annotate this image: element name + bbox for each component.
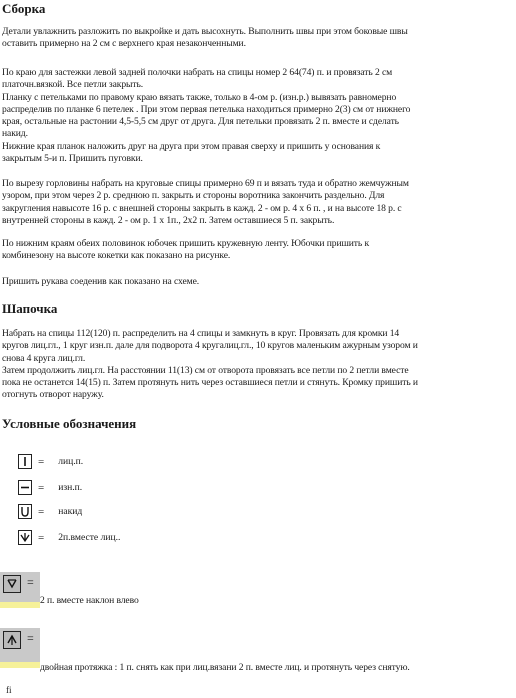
text-line: По вырезу горловины набрать на круговые спицы примерно 69 п и вязать туда и обратно жемчужным xyxy=(2,178,409,189)
text-line: Пришить рукава соеденив как показано на схеме. xyxy=(2,276,200,287)
text-line: платочн.вязкой. Все петли закрыть. xyxy=(2,79,144,91)
legend-label: накид xyxy=(58,506,83,517)
text-line: оставить примерно на 2 см с верхнего края незаконченными. xyxy=(2,38,246,50)
double-pull-icon xyxy=(3,631,21,649)
assembly-intro xyxy=(2,26,512,51)
text-line: накид. xyxy=(2,128,28,140)
legend-row-left-decrease xyxy=(0,572,40,606)
yarn-over-icon xyxy=(18,504,32,519)
text-line: распределив по планке 6 петелек . При этом первая петелька находиться примерно 2(3) см от нижнего xyxy=(2,103,411,115)
text-line: По краю для застежки левой задней полочки набрать на спицы номер 2 64(74) п. и провязать 2 см xyxy=(2,67,393,78)
text-line: комбинезону на высоте кокетки как показано на рисунке. xyxy=(2,250,231,262)
assembly-collar xyxy=(2,178,512,227)
highlight-bar xyxy=(0,602,40,608)
text-line: отогнуть отворот наружу. xyxy=(2,389,104,401)
footer-mark: fi xyxy=(6,685,12,695)
k2tog-icon xyxy=(18,530,32,545)
assembly-sleeves xyxy=(2,276,512,288)
legend-row-purl xyxy=(18,480,82,495)
horizontal-bar-icon xyxy=(18,480,32,495)
text-line: Затем продолжить лиц.гл. На расстоянии 11(13) см от отворота провязать все петли по 2 петли вместе xyxy=(2,364,409,376)
equals-sign: = xyxy=(38,531,45,544)
equals-sign: = xyxy=(38,455,45,468)
legend-row-yarnover xyxy=(18,504,82,519)
text-line: По нижним краям обеих половинок юбочек пришить кружевную ленту. Юбочки пришить к xyxy=(2,238,370,249)
text-line: Нижние края планок наложить друг на друга при этом правая сверху и пришить у основания к xyxy=(2,140,381,152)
left-decrease-symbol xyxy=(0,572,40,606)
assembly-heading: Сборка xyxy=(2,1,46,16)
legend-label: изн.п. xyxy=(58,482,83,493)
text-line: Набрать на спицы 112(120) п. распределить на 4 спицы и замкнуть в круг. Провязать для кромки 14 xyxy=(2,328,400,339)
double-pull-symbol xyxy=(0,628,40,666)
legend-heading: Условные обозначения xyxy=(2,416,137,431)
legend-label: 2п.вместе лиц.. xyxy=(58,532,121,543)
text-line: кругов лиц.гл., 1 круг изн.п. дале для подворота 4 кругалиц.гл., 10 кругов маленьким ажурным узором и xyxy=(2,340,418,352)
hat-heading: Шапочка xyxy=(2,301,58,316)
vertical-bar-icon xyxy=(18,454,32,469)
legend-row-knit xyxy=(18,454,83,469)
equals-sign: = xyxy=(27,575,34,589)
assembly-placket xyxy=(2,67,512,165)
left-decrease-icon xyxy=(3,575,21,593)
legend-label: лиц.п. xyxy=(58,456,84,467)
legend-label-left-decrease: 2 п. вместе наклон влево xyxy=(40,595,139,606)
hat-instructions xyxy=(2,328,512,402)
text-line: края, остальные на растонии 4,5-5,5 см друг от друга. Для петельки провязать 2 п. вместе и сделать xyxy=(2,116,399,128)
text-line: Детали увлажнить разложить по выкройке и дать высохнуть. Выполнить швы при этом боковые швы xyxy=(2,26,408,37)
legend-row-k2tog xyxy=(18,530,120,545)
equals-sign: = xyxy=(38,481,45,494)
text-line: пока не останется 14(15) п. Затем протянуть нить через оставшиеся петли и стянуть. Кромку пришить и xyxy=(2,377,418,389)
legend-row-double-pull xyxy=(0,628,40,666)
text-line: узором, при этом через 2 р. среднюю п. закрыть и стороны воротника закончить раздельно. Для xyxy=(2,190,385,202)
highlight-bar xyxy=(0,662,40,668)
text-line: снова 4 круга лиц.гл. xyxy=(2,352,86,364)
equals-sign: = xyxy=(38,505,45,518)
legend-label-double-pull: двойная протяжка : 1 п. снять как при лиц.вязани 2 п. вместе лиц. и протянуть через снятую. xyxy=(40,662,410,673)
text-line: закрытым 5-и п. Пришить пуговки. xyxy=(2,153,143,165)
text-line: закругления навысоте 16 р. с внешней стороны закрыть в кажд. 2 - ом р. 4 х 6 п. , и на высоте 18 р. с xyxy=(2,202,402,214)
equals-sign: = xyxy=(27,631,34,645)
text-line: Планку с петельками по правому краю вязать также, только в 4-ом р. (изн.р.) вывязать равномерно xyxy=(2,91,397,103)
text-line: внутренней стороны в кажд. 2 - ом р. 1 х 1п., 2х2 п. Затем оставшиеся 5 п. закрыть. xyxy=(2,214,335,226)
assembly-lace xyxy=(2,238,512,263)
